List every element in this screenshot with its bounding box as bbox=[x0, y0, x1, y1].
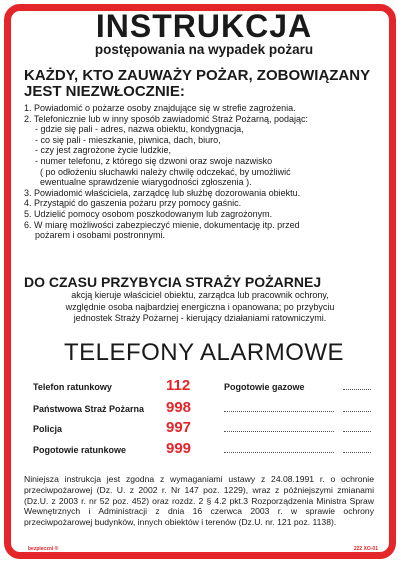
blank-line bbox=[224, 431, 334, 432]
blank-line bbox=[343, 452, 371, 453]
sign-subtitle: postępowania na wypadek pożaru bbox=[94, 42, 314, 57]
phone-row bbox=[33, 400, 378, 418]
step-6: 6. W miarę możliwości zabezpieczyć mienie, dokumentację itp. przed bbox=[24, 219, 300, 230]
phone-number: 112 bbox=[166, 377, 191, 394]
step-1: 1. Powiadomić o pożarze osoby znajdujące się w strefie zagrożenia. bbox=[24, 103, 296, 113]
until-arrival-text bbox=[24, 290, 376, 325]
step-3: 3. Powiadomić właściciela, zarządcę lub służbę dozorowania obiektu. bbox=[24, 187, 301, 198]
step-2-detail: - gdzie się pali - adres, nazwa obiektu, kondygnacja, bbox=[35, 124, 244, 135]
until-arrival-line: względnie osoba najbardziej energiczna i opanowana; po przybyciu bbox=[65, 301, 335, 312]
duty-heading-line-2: JEST NIEZWŁOCZNIE: bbox=[24, 83, 185, 100]
phone-label: Państwowa Straż Pożarna bbox=[33, 404, 145, 414]
step-2-detail: ( po odłożeniu słuchawki należy chwilę odczekać, by umożliwić bbox=[40, 166, 291, 177]
step-2-detail: - czy jest zagrożone życie ludzkie, bbox=[35, 145, 172, 156]
phone-row bbox=[33, 441, 378, 459]
sign-title: INSTRUKCJA bbox=[95, 8, 313, 44]
phone-row bbox=[33, 378, 378, 396]
legal-note: Niniejsza instrukcja jest zgodna z wymaganiami ustawy z 24.08.1991 r. o ochronie przeciwpożarowej (Dz. U. z 2002 r. Nr 147 poz. 1229), wraz z późniejszymi zmianami (Dz.U. z 2003 r. nr 52 poz. 452) oraz rozdz. 2 § 4.2 pkt.3 Rozporządzenia Ministra Spraw Wewnętrznych i Administracji z dnia 16 czerwca 2003 r. w sprawie ochrony przeciwpożarowej budynków, innych obiektów i terenów (Dz.U. nr. 121 poz. 1138). bbox=[24, 474, 374, 528]
until-arrival-line: jednostek Straży Pożarnej - kierujący działaniami ratowniczymi. bbox=[73, 313, 327, 323]
step-5: 5. Udzielić pomocy osobom poszkodowanym lub zagrożonym. bbox=[24, 208, 273, 219]
phone-number: 997 bbox=[166, 419, 192, 436]
until-arrival-line: akcją kieruje właściciel obiektu, zarządca lub pracownik ochrony, bbox=[71, 290, 329, 300]
blank-line bbox=[343, 389, 371, 390]
phone-number: 999 bbox=[166, 440, 192, 457]
gas-emergency-label: Pogotowie gazowe bbox=[224, 382, 305, 392]
step-6-continued: pożarem i osobami postronnymi. bbox=[35, 230, 166, 241]
phone-label: Pogotowie ratunkowe bbox=[33, 445, 127, 455]
step-4: 4. Przystąpić do gaszenia pożaru przy pomocy gaśnic. bbox=[24, 198, 242, 209]
blank-line bbox=[343, 431, 371, 432]
phone-label: Policja bbox=[33, 424, 63, 434]
alarm-phones-title: TELEFONY ALARMOWE bbox=[63, 339, 345, 366]
steps-list bbox=[24, 103, 376, 241]
duty-heading bbox=[24, 68, 374, 100]
blank-line bbox=[224, 411, 334, 412]
step-2-detail: ewentualne sprawdzenie wiarygodności zgłoszenia ). bbox=[40, 177, 252, 188]
step-2-detail: - numer telefonu, z którego się dzwoni oraz swoje nazwisko bbox=[35, 155, 273, 166]
step-2: 2. Telefonicznie lub w inny sposób zawiadomić Straż Pożarną, podając: bbox=[24, 113, 308, 124]
duty-heading-line-1: KAŻDY, KTO ZAUWAŻY POŻAR, ZOBOWIĄZANY bbox=[24, 67, 371, 84]
blank-line bbox=[224, 452, 334, 453]
phone-row bbox=[33, 420, 378, 438]
until-arrival-heading: DO CZASU PRZYBYCIA STRAŻY POŻARNEJ bbox=[24, 274, 322, 290]
blank-line bbox=[343, 411, 371, 412]
phone-label: Telefon ratunkowy bbox=[33, 382, 112, 392]
brand-logo: bezpieczni ® bbox=[28, 546, 59, 552]
step-2-detail: - co się pali - mieszkanie, piwnica, dach, biuro, bbox=[35, 134, 221, 145]
phone-number: 998 bbox=[166, 399, 192, 416]
product-code: 222 XO-01 bbox=[353, 546, 378, 552]
